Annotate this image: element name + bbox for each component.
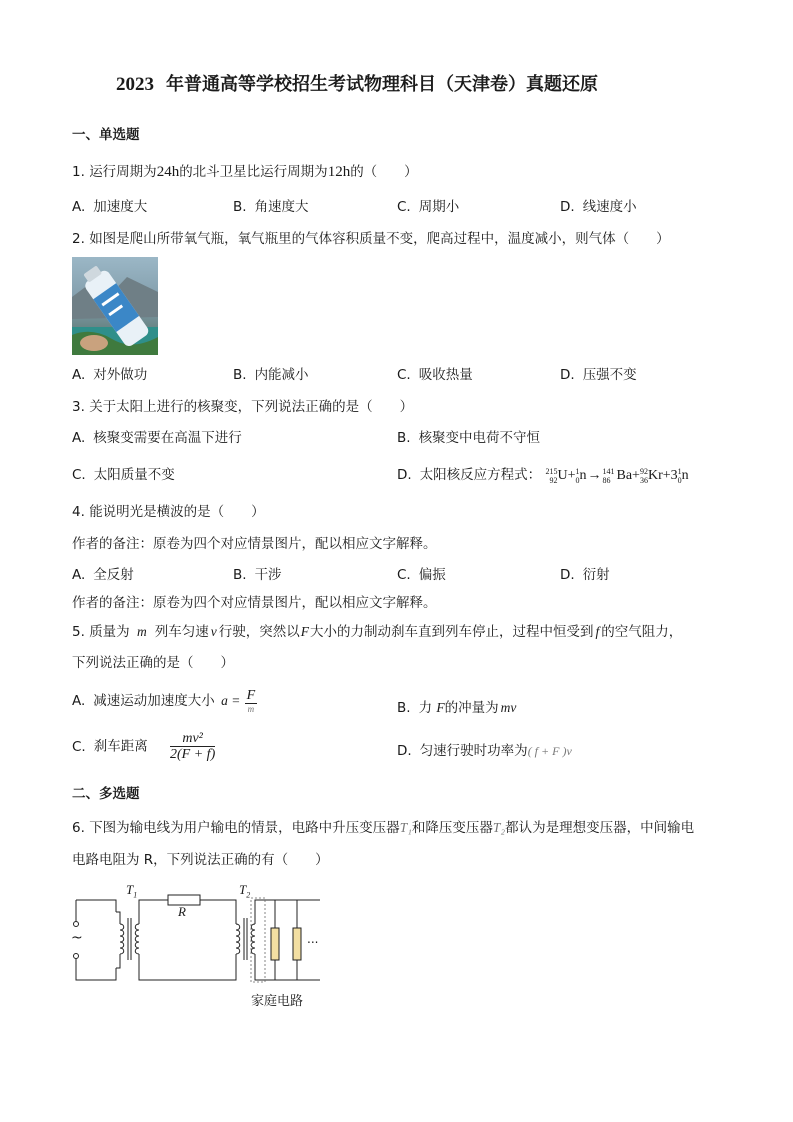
- n2-atomic-number: 0: [677, 475, 682, 485]
- option-text: 周期小: [418, 199, 460, 215]
- q5-option-c[interactable]: [72, 731, 215, 762]
- option-letter: D.: [397, 467, 412, 483]
- q5-power-expr: ( f + F )v: [527, 744, 572, 758]
- q5-option-a[interactable]: [72, 688, 257, 714]
- option-letter: A.: [72, 693, 86, 709]
- option-text: 全反射: [93, 567, 134, 583]
- option-text: 减速运动加速度大小: [93, 693, 215, 709]
- t2-letter: T: [239, 882, 247, 897]
- ba-mass-number: 141: [602, 466, 615, 476]
- q3-option-d[interactable]: [397, 466, 689, 485]
- option-text: 刹车距离: [93, 738, 148, 755]
- q6-text: 和降压变压器: [411, 820, 493, 836]
- fraction-denominator: 2(F + f): [170, 747, 216, 762]
- krypton-symbol: Kr+3: [647, 468, 678, 483]
- option-text: 角速度大: [254, 199, 309, 215]
- question-5-line-1: [72, 623, 682, 641]
- t2-label: [239, 882, 250, 900]
- q4-text: 能说明光是横波的是（ ）: [89, 504, 265, 520]
- option-text: 力: [418, 700, 433, 716]
- q5-text: 行驶，突然以: [218, 624, 300, 640]
- q5-a-fraction: [245, 688, 258, 714]
- kr-mass-number: 92: [639, 466, 648, 476]
- question-2: [72, 230, 670, 248]
- t1-subscript: 1: [133, 890, 138, 900]
- q2-option-d[interactable]: [560, 366, 637, 384]
- n1-mass-number: 1: [575, 466, 580, 476]
- fraction-numerator: mv²: [170, 731, 215, 747]
- option-letter: D.: [560, 199, 575, 215]
- q5-force-symbol: F: [436, 700, 445, 715]
- q2-option-a[interactable]: [72, 366, 147, 384]
- option-text: 线速度小: [582, 199, 637, 215]
- option-text: 核聚变中电荷不守恒: [418, 430, 541, 446]
- option-text: 吸收热量: [418, 367, 473, 383]
- option-letter: D.: [560, 567, 575, 583]
- q1-text-post: 的（ ）: [350, 164, 418, 180]
- option-text: 衍射: [582, 567, 610, 583]
- n2-mass-number: 1: [677, 466, 682, 476]
- q5-option-b[interactable]: [397, 699, 516, 717]
- q1-text-mid: 的北斗卫星比运行周期为: [179, 164, 328, 180]
- q5-text: 大小的力制动刹车直到列车停止，过程中恒受到: [309, 624, 594, 640]
- question-6-line-2: 电路电阻为 R，下列说法正确的有（ ）: [72, 852, 329, 868]
- q3-option-c[interactable]: [72, 466, 175, 484]
- q6-t2-symbol: T₂: [492, 820, 506, 835]
- q2-number: 2.: [72, 231, 85, 247]
- option-letter: D.: [397, 743, 412, 759]
- title-text: 年普通高等学校招生考试物理科目（天津卷）真题还原: [166, 74, 598, 95]
- option-letter: A.: [72, 199, 86, 215]
- reaction-arrow: →: [587, 468, 602, 483]
- option-letter: B.: [397, 700, 411, 716]
- resistor-label: R: [178, 904, 186, 919]
- option-letter: A.: [72, 367, 86, 383]
- option-text: 太阳质量不变: [93, 467, 175, 483]
- ac-source-icon: ~: [71, 930, 83, 946]
- q5-force-symbol: F: [300, 624, 309, 639]
- option-text: 对外做功: [93, 367, 148, 383]
- uranium-symbol: U+: [557, 468, 576, 483]
- option-letter: C.: [72, 738, 86, 755]
- oxygen-bottle-photo: [72, 257, 158, 355]
- q4-option-a[interactable]: [72, 566, 134, 584]
- q3-text: 关于太阳上进行的核聚变，下列说法正确的是（ ）: [89, 399, 414, 415]
- q1-option-b[interactable]: [233, 198, 309, 216]
- n1-atomic-number: 0: [575, 475, 580, 485]
- q5-velocity-symbol: v: [210, 624, 217, 639]
- q3-option-a[interactable]: [72, 429, 242, 447]
- q3-option-b[interactable]: [397, 429, 540, 447]
- option-letter: A.: [72, 430, 86, 446]
- q1-option-a[interactable]: [72, 198, 147, 216]
- section-heading-single: 一、单选题: [72, 127, 140, 143]
- q1-option-c[interactable]: [397, 198, 459, 216]
- option-letter: A.: [72, 567, 86, 583]
- q2-text: 如图是爬山所带氧气瓶，氧气瓶里的气体容积质量不变，爬高过程中，温度减小，则气体（ ）: [89, 231, 670, 247]
- q5-c-fraction: [170, 731, 215, 762]
- more-loads-ellipsis: ...: [307, 932, 319, 946]
- barium-symbol: Ba+: [616, 468, 640, 483]
- option-text: 匀速行驶时功率为: [419, 743, 528, 759]
- q6-number: 6.: [72, 820, 85, 836]
- question-4: [72, 503, 265, 521]
- q5-text: 列车匀速: [154, 624, 209, 640]
- question-6-line-1: [72, 819, 694, 837]
- option-letter: B.: [233, 199, 247, 215]
- household-circuit-caption: 家庭电路: [251, 993, 304, 1008]
- fraction-numerator: F: [246, 688, 256, 703]
- page-title: [116, 70, 598, 96]
- q6-t1-symbol: T₁: [399, 820, 412, 835]
- t2-subscript: 2: [246, 890, 251, 900]
- q5-number: 5.: [72, 624, 85, 640]
- q6-text: 下图为输电线为用户输电的情景，电路中升压变压器: [89, 820, 400, 836]
- neutron-symbol-2: n: [681, 468, 689, 483]
- q1-number: 1.: [72, 164, 85, 180]
- option-letter: B.: [397, 430, 411, 446]
- option-letter: D.: [560, 367, 575, 383]
- option-text: 偏振: [418, 567, 446, 583]
- fraction-denominator: m: [247, 704, 255, 714]
- question-3: [72, 398, 413, 416]
- q4-option-b[interactable]: [233, 566, 282, 584]
- q6-text: 都认为是理想变压器，中间输电: [505, 820, 695, 836]
- option-letter: C.: [72, 467, 86, 483]
- kr-atomic-number: 36: [639, 475, 648, 485]
- power-transmission-circuit: [70, 880, 330, 1010]
- option-text: 的冲量为: [444, 700, 499, 716]
- option-letter: B.: [233, 367, 247, 383]
- u-atomic-number: 92: [549, 475, 558, 485]
- q2-option-b[interactable]: [233, 366, 309, 384]
- q5-momentum-expr: mv: [500, 700, 517, 715]
- option-letter: C.: [397, 199, 411, 215]
- nuclear-equation: [545, 468, 688, 483]
- option-text: 内能减小: [254, 367, 309, 383]
- option-text: 核聚变需要在高温下进行: [93, 430, 242, 446]
- q1-option-d[interactable]: [560, 198, 637, 216]
- q4-option-d[interactable]: [560, 566, 610, 584]
- q1-value-24h: 24h: [156, 164, 180, 180]
- neutron-symbol: n: [579, 468, 587, 483]
- oxygen-bottle-photo-drawing: [72, 257, 158, 355]
- t1-letter: T: [126, 882, 134, 897]
- q1-value-12h: 12h: [327, 164, 351, 180]
- q5-option-d[interactable]: [397, 742, 572, 760]
- option-text: 太阳核反应方程式：: [419, 467, 542, 483]
- q4-option-c[interactable]: [397, 566, 446, 584]
- q5-text: 的空气阻力，: [601, 624, 683, 640]
- option-text: 干涉: [254, 567, 282, 583]
- option-text: 加速度大: [93, 199, 148, 215]
- option-letter: C.: [397, 567, 411, 583]
- q5-mass-symbol: m: [136, 624, 147, 639]
- u-mass-number: 215: [545, 466, 558, 476]
- q2-option-c[interactable]: [397, 366, 473, 384]
- question-5-line-2: 下列说法正确的是（ ）: [72, 655, 234, 671]
- section-heading-multi: 二、多选题: [72, 786, 140, 802]
- title-year: 2023: [116, 74, 154, 95]
- q5-a-formula-lhs: a =: [221, 693, 241, 708]
- q5-text: 质量为: [89, 624, 130, 640]
- option-letter: C.: [397, 367, 411, 383]
- q3-number: 3.: [72, 399, 85, 415]
- q4-author-note-2: 作者的备注：原卷为四个对应情景图片，配以相应文字解释。: [72, 595, 437, 611]
- option-letter: B.: [233, 567, 247, 583]
- t1-label: [126, 882, 137, 900]
- option-text: 压强不变: [582, 367, 637, 383]
- ba-atomic-number: 86: [602, 475, 611, 485]
- q1-text-pre: 运行周期为: [89, 164, 157, 180]
- q5-drag-symbol: f: [595, 624, 600, 639]
- q4-number: 4.: [72, 504, 85, 520]
- q4-author-note-1: 作者的备注：原卷为四个对应情景图片，配以相应文字解释。: [72, 536, 437, 552]
- question-1: [72, 163, 418, 181]
